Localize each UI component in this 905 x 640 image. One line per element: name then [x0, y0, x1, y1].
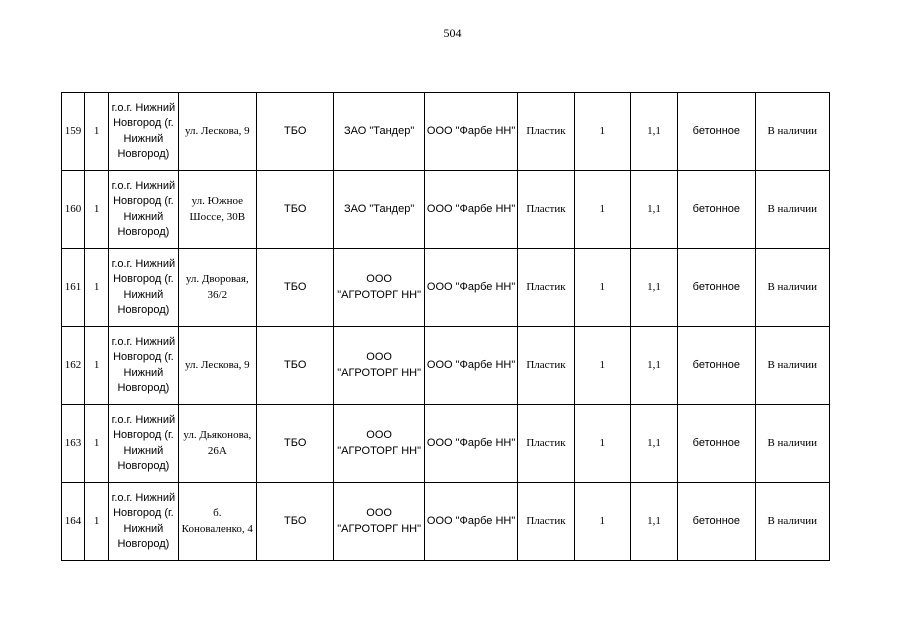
- cell-material: Пластик: [518, 405, 574, 483]
- table-row: [62, 483, 830, 561]
- cell-surface: бетонное: [678, 171, 755, 249]
- cell-count: 1: [85, 327, 109, 405]
- cell-surface: бетонное: [678, 327, 755, 405]
- cell-status: В наличии: [755, 93, 829, 171]
- cell-operator: ООО "Фарбе НН": [424, 249, 517, 327]
- cell-containers: 1: [574, 405, 630, 483]
- cell-municipality: г.о.г. Нижний Новгород (г. Нижний Новгород): [109, 93, 178, 171]
- cell-containers: 1: [574, 327, 630, 405]
- cell-waste-type: ТБО: [257, 249, 334, 327]
- waste-sites-table: [61, 92, 830, 561]
- cell-material: Пластик: [518, 483, 574, 561]
- cell-row-number: 160: [62, 171, 85, 249]
- cell-volume: 1,1: [630, 405, 677, 483]
- cell-operator: ООО "Фарбе НН": [424, 483, 517, 561]
- cell-municipality: г.о.г. Нижний Новгород (г. Нижний Новгород): [109, 405, 178, 483]
- cell-municipality: г.о.г. Нижний Новгород (г. Нижний Новгород): [109, 327, 178, 405]
- cell-status: В наличии: [755, 171, 829, 249]
- cell-waste-type: ТБО: [257, 327, 334, 405]
- cell-waste-type: ТБО: [257, 93, 334, 171]
- cell-status: В наличии: [755, 405, 829, 483]
- cell-waste-type: ТБО: [257, 483, 334, 561]
- cell-address: ул. Дворовая, 36/2: [178, 249, 256, 327]
- cell-containers: 1: [574, 93, 630, 171]
- cell-material: Пластик: [518, 93, 574, 171]
- cell-row-number: 159: [62, 93, 85, 171]
- cell-containers: 1: [574, 171, 630, 249]
- cell-address: б. Коноваленко, 4: [178, 483, 256, 561]
- cell-owner: ООО "АГРОТОРГ НН": [334, 249, 424, 327]
- table-body: [62, 93, 830, 561]
- cell-operator: ООО "Фарбе НН": [424, 405, 517, 483]
- cell-volume: 1,1: [630, 93, 677, 171]
- table-row: [62, 93, 830, 171]
- cell-material: Пластик: [518, 171, 574, 249]
- cell-status: В наличии: [755, 483, 829, 561]
- cell-count: 1: [85, 171, 109, 249]
- cell-owner: ЗАО "Тандер": [334, 93, 424, 171]
- table-row: [62, 249, 830, 327]
- cell-operator: ООО "Фарбе НН": [424, 93, 517, 171]
- page-number: 504: [443, 26, 462, 40]
- cell-containers: 1: [574, 483, 630, 561]
- cell-volume: 1,1: [630, 327, 677, 405]
- cell-volume: 1,1: [630, 483, 677, 561]
- cell-count: 1: [85, 249, 109, 327]
- cell-surface: бетонное: [678, 249, 755, 327]
- cell-surface: бетонное: [678, 405, 755, 483]
- cell-material: Пластик: [518, 327, 574, 405]
- cell-address: ул. Дьяконова, 26А: [178, 405, 256, 483]
- cell-municipality: г.о.г. Нижний Новгород (г. Нижний Новгород): [109, 483, 178, 561]
- table-row: [62, 327, 830, 405]
- table-row: [62, 171, 830, 249]
- cell-waste-type: ТБО: [257, 405, 334, 483]
- cell-owner: ООО "АГРОТОРГ НН": [334, 327, 424, 405]
- cell-status: В наличии: [755, 249, 829, 327]
- cell-owner: ООО "АГРОТОРГ НН": [334, 483, 424, 561]
- cell-municipality: г.о.г. Нижний Новгород (г. Нижний Новгород): [109, 249, 178, 327]
- cell-count: 1: [85, 93, 109, 171]
- cell-count: 1: [85, 483, 109, 561]
- table-row: [62, 405, 830, 483]
- cell-surface: бетонное: [678, 483, 755, 561]
- cell-operator: ООО "Фарбе НН": [424, 171, 517, 249]
- cell-address: ул. Южное Шоссе, 30В: [178, 171, 256, 249]
- cell-row-number: 164: [62, 483, 85, 561]
- cell-volume: 1,1: [630, 171, 677, 249]
- cell-count: 1: [85, 405, 109, 483]
- cell-volume: 1,1: [630, 249, 677, 327]
- cell-owner: ЗАО "Тандер": [334, 171, 424, 249]
- cell-row-number: 163: [62, 405, 85, 483]
- cell-municipality: г.о.г. Нижний Новгород (г. Нижний Новгород): [109, 171, 178, 249]
- cell-containers: 1: [574, 249, 630, 327]
- cell-owner: ООО "АГРОТОРГ НН": [334, 405, 424, 483]
- cell-surface: бетонное: [678, 93, 755, 171]
- cell-material: Пластик: [518, 249, 574, 327]
- cell-address: ул. Лескова, 9: [178, 327, 256, 405]
- cell-row-number: 162: [62, 327, 85, 405]
- cell-waste-type: ТБО: [257, 171, 334, 249]
- cell-status: В наличии: [755, 327, 829, 405]
- cell-operator: ООО "Фарбе НН": [424, 327, 517, 405]
- cell-address: ул. Лескова, 9: [178, 93, 256, 171]
- cell-row-number: 161: [62, 249, 85, 327]
